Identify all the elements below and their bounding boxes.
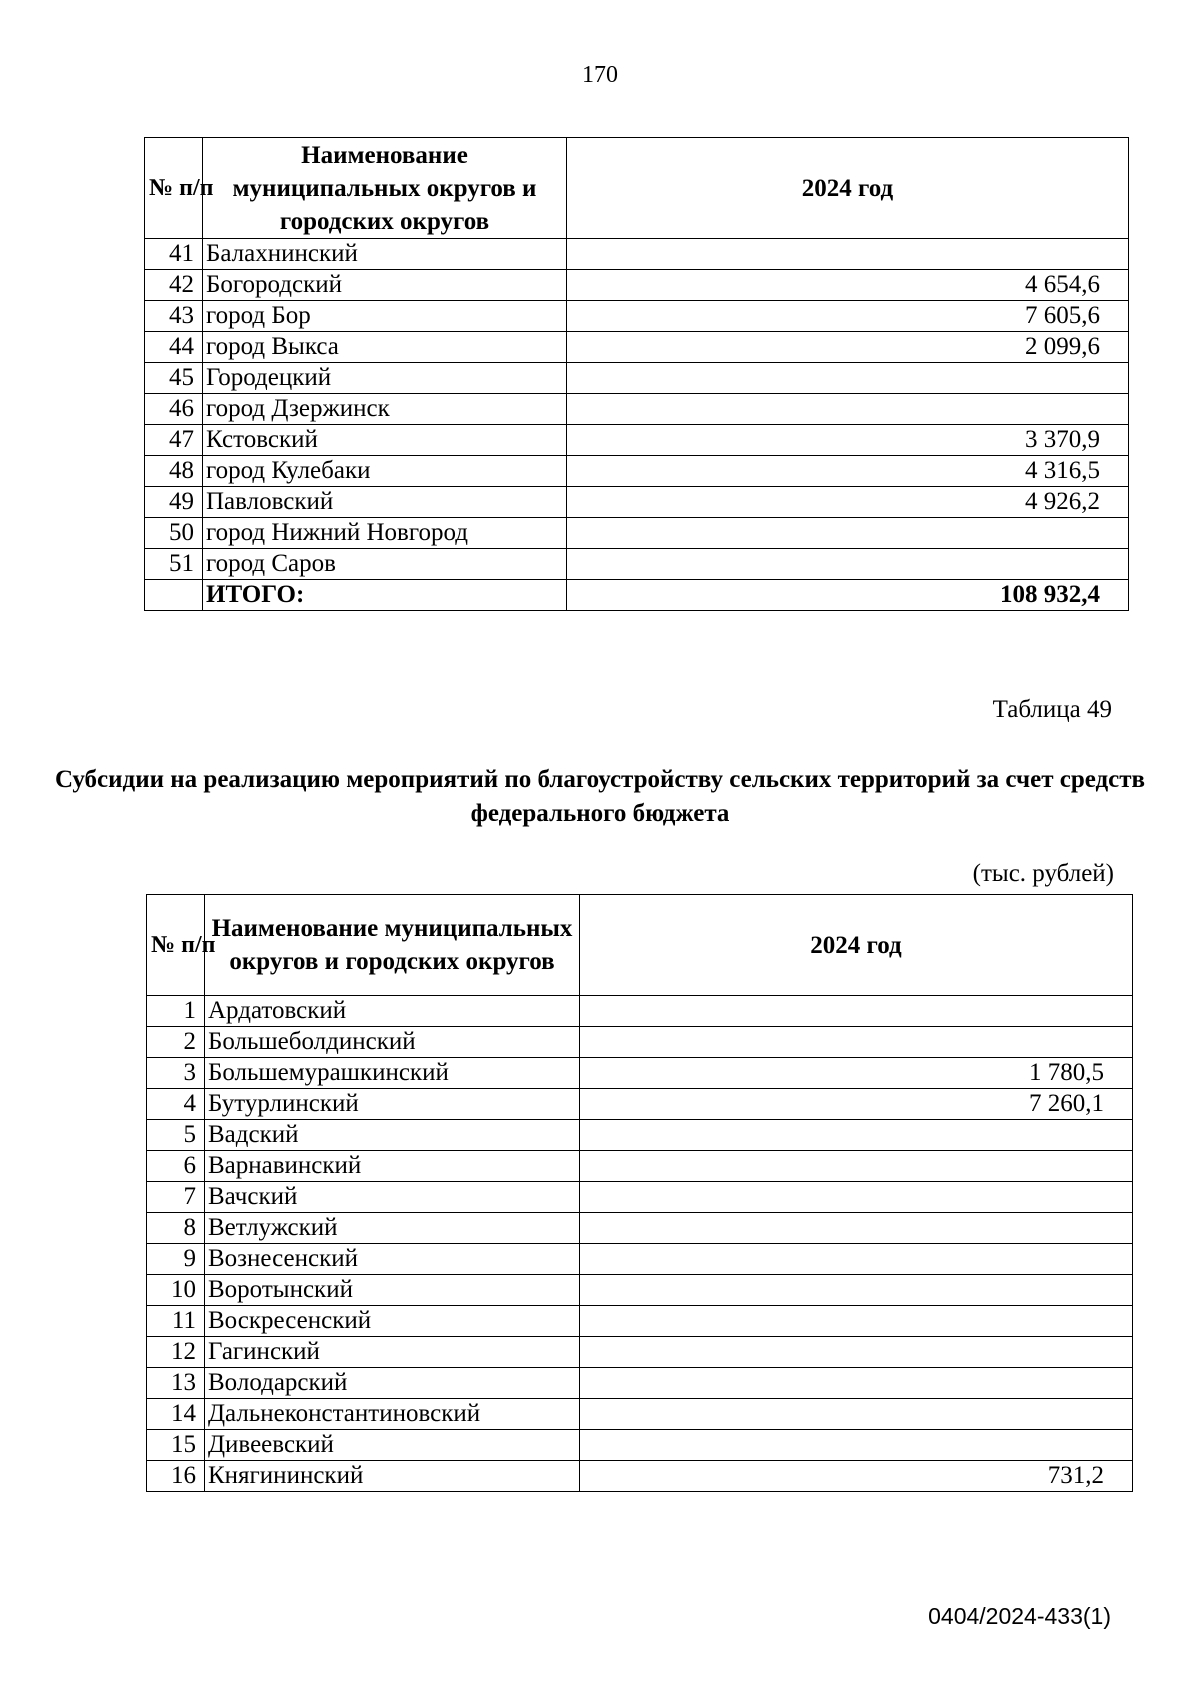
row-value: 4 316,5	[567, 456, 1129, 487]
row-name: Володарский	[205, 1368, 580, 1399]
row-value: 2 099,6	[567, 332, 1129, 363]
row-name: Бутурлинский	[205, 1089, 580, 1120]
row-number: 2	[147, 1027, 205, 1058]
table-body	[145, 239, 1129, 611]
table-row	[147, 1461, 1133, 1492]
row-value	[580, 1120, 1133, 1151]
row-number: 10	[147, 1275, 205, 1306]
table-row	[147, 1275, 1133, 1306]
row-value: 7 605,6	[567, 301, 1129, 332]
table-row	[147, 1244, 1133, 1275]
page-number: 170	[582, 62, 618, 88]
row-value	[567, 239, 1129, 270]
row-name: Городецкий	[203, 363, 567, 394]
table-body	[147, 996, 1133, 1492]
table-header-row	[147, 895, 1133, 996]
row-value	[580, 1213, 1133, 1244]
row-value	[580, 996, 1133, 1027]
table-row	[147, 1399, 1133, 1430]
row-number: 49	[145, 487, 203, 518]
table-row	[147, 1306, 1133, 1337]
row-number: 6	[147, 1151, 205, 1182]
row-name: Вознесенский	[205, 1244, 580, 1275]
table-row	[147, 1182, 1133, 1213]
table-row	[145, 487, 1129, 518]
row-number: 11	[147, 1306, 205, 1337]
table-row	[147, 1213, 1133, 1244]
row-value	[580, 1182, 1133, 1213]
row-number: 9	[147, 1244, 205, 1275]
row-value: 7 260,1	[580, 1089, 1133, 1120]
row-number: 41	[145, 239, 203, 270]
table-municipal-continued	[144, 137, 1129, 611]
row-name: Балахнинский	[203, 239, 567, 270]
total-empty-cell	[145, 580, 203, 611]
row-name: Богородский	[203, 270, 567, 301]
row-value	[580, 1151, 1133, 1182]
table-row	[145, 456, 1129, 487]
row-number: 4	[147, 1089, 205, 1120]
table-row	[145, 549, 1129, 580]
document-code: 0404/2024-433(1)	[928, 1603, 1111, 1629]
row-name: Павловский	[203, 487, 567, 518]
row-name: Воротынский	[205, 1275, 580, 1306]
row-name: Воскресенский	[205, 1306, 580, 1337]
table-row	[147, 1368, 1133, 1399]
row-number: 8	[147, 1213, 205, 1244]
table-header-row	[145, 138, 1129, 239]
row-name: Вачский	[205, 1182, 580, 1213]
row-number: 47	[145, 425, 203, 456]
table-row	[147, 1058, 1133, 1089]
row-name: город Нижний Новгород	[203, 518, 567, 549]
row-name: город Выкса	[203, 332, 567, 363]
table-row	[145, 301, 1129, 332]
row-number: 5	[147, 1120, 205, 1151]
header-num: № п/п	[145, 138, 203, 239]
table-row	[147, 1151, 1133, 1182]
row-value: 4 654,6	[567, 270, 1129, 301]
row-name: Ардатовский	[205, 996, 580, 1027]
header-num: № п/п	[147, 895, 205, 996]
row-number: 3	[147, 1058, 205, 1089]
row-number: 50	[145, 518, 203, 549]
row-value	[580, 1027, 1133, 1058]
table-subsidies	[146, 894, 1133, 1492]
table-row	[145, 239, 1129, 270]
row-number: 43	[145, 301, 203, 332]
row-value	[580, 1430, 1133, 1461]
row-number: 44	[145, 332, 203, 363]
row-value	[567, 394, 1129, 425]
row-value	[580, 1399, 1133, 1430]
table-caption: Таблица 49	[992, 696, 1112, 723]
row-number: 45	[145, 363, 203, 394]
row-number: 15	[147, 1430, 205, 1461]
units-label: (тыс. рублей)	[972, 860, 1114, 887]
table-row	[147, 996, 1133, 1027]
row-value	[580, 1337, 1133, 1368]
row-number: 14	[147, 1399, 205, 1430]
row-value	[567, 549, 1129, 580]
total-label: ИТОГО:	[203, 580, 567, 611]
row-value	[580, 1244, 1133, 1275]
table-row	[145, 332, 1129, 363]
row-value	[567, 518, 1129, 549]
row-name: Ветлужский	[205, 1213, 580, 1244]
row-number: 48	[145, 456, 203, 487]
row-name: Гагинский	[205, 1337, 580, 1368]
row-name: город Дзержинск	[203, 394, 567, 425]
row-name: город Кулебаки	[203, 456, 567, 487]
row-value: 3 370,9	[567, 425, 1129, 456]
table-row	[147, 1120, 1133, 1151]
header-name: Наименование муниципальных округов и городских округов	[205, 895, 580, 996]
row-name: Большемурашкинский	[205, 1058, 580, 1089]
row-value	[580, 1306, 1133, 1337]
row-number: 16	[147, 1461, 205, 1492]
table-row	[145, 425, 1129, 456]
total-row	[145, 580, 1129, 611]
row-number: 42	[145, 270, 203, 301]
row-number: 13	[147, 1368, 205, 1399]
table-row	[147, 1089, 1133, 1120]
row-value	[580, 1368, 1133, 1399]
table-row	[145, 394, 1129, 425]
header-year: 2024 год	[567, 138, 1129, 239]
row-value: 1 780,5	[580, 1058, 1133, 1089]
table-row	[147, 1337, 1133, 1368]
row-name: Кстовский	[203, 425, 567, 456]
row-value	[580, 1275, 1133, 1306]
table-row	[145, 363, 1129, 394]
row-number: 12	[147, 1337, 205, 1368]
row-number: 1	[147, 996, 205, 1027]
table-row	[145, 270, 1129, 301]
row-name: Дивеевский	[205, 1430, 580, 1461]
row-name: Дальнеконстантиновский	[205, 1399, 580, 1430]
table-row	[147, 1430, 1133, 1461]
row-number: 51	[145, 549, 203, 580]
row-name: Варнавинский	[205, 1151, 580, 1182]
row-number: 46	[145, 394, 203, 425]
row-name: Большеболдинский	[205, 1027, 580, 1058]
table-row	[145, 518, 1129, 549]
row-name: Княгининский	[205, 1461, 580, 1492]
row-value: 4 926,2	[567, 487, 1129, 518]
row-name: город Саров	[203, 549, 567, 580]
row-name: город Бор	[203, 301, 567, 332]
header-year: 2024 год	[580, 895, 1133, 996]
table-row	[147, 1027, 1133, 1058]
row-number: 7	[147, 1182, 205, 1213]
row-value: 731,2	[580, 1461, 1133, 1492]
total-value: 108 932,4	[567, 580, 1129, 611]
header-name: Наименование муниципальных округов и городских округов	[203, 138, 567, 239]
row-value	[567, 363, 1129, 394]
table-title: Субсидии на реализацию мероприятий по благоустройству сельских территорий за счет средств федерального бюджета	[54, 766, 1146, 827]
row-name: Вадский	[205, 1120, 580, 1151]
